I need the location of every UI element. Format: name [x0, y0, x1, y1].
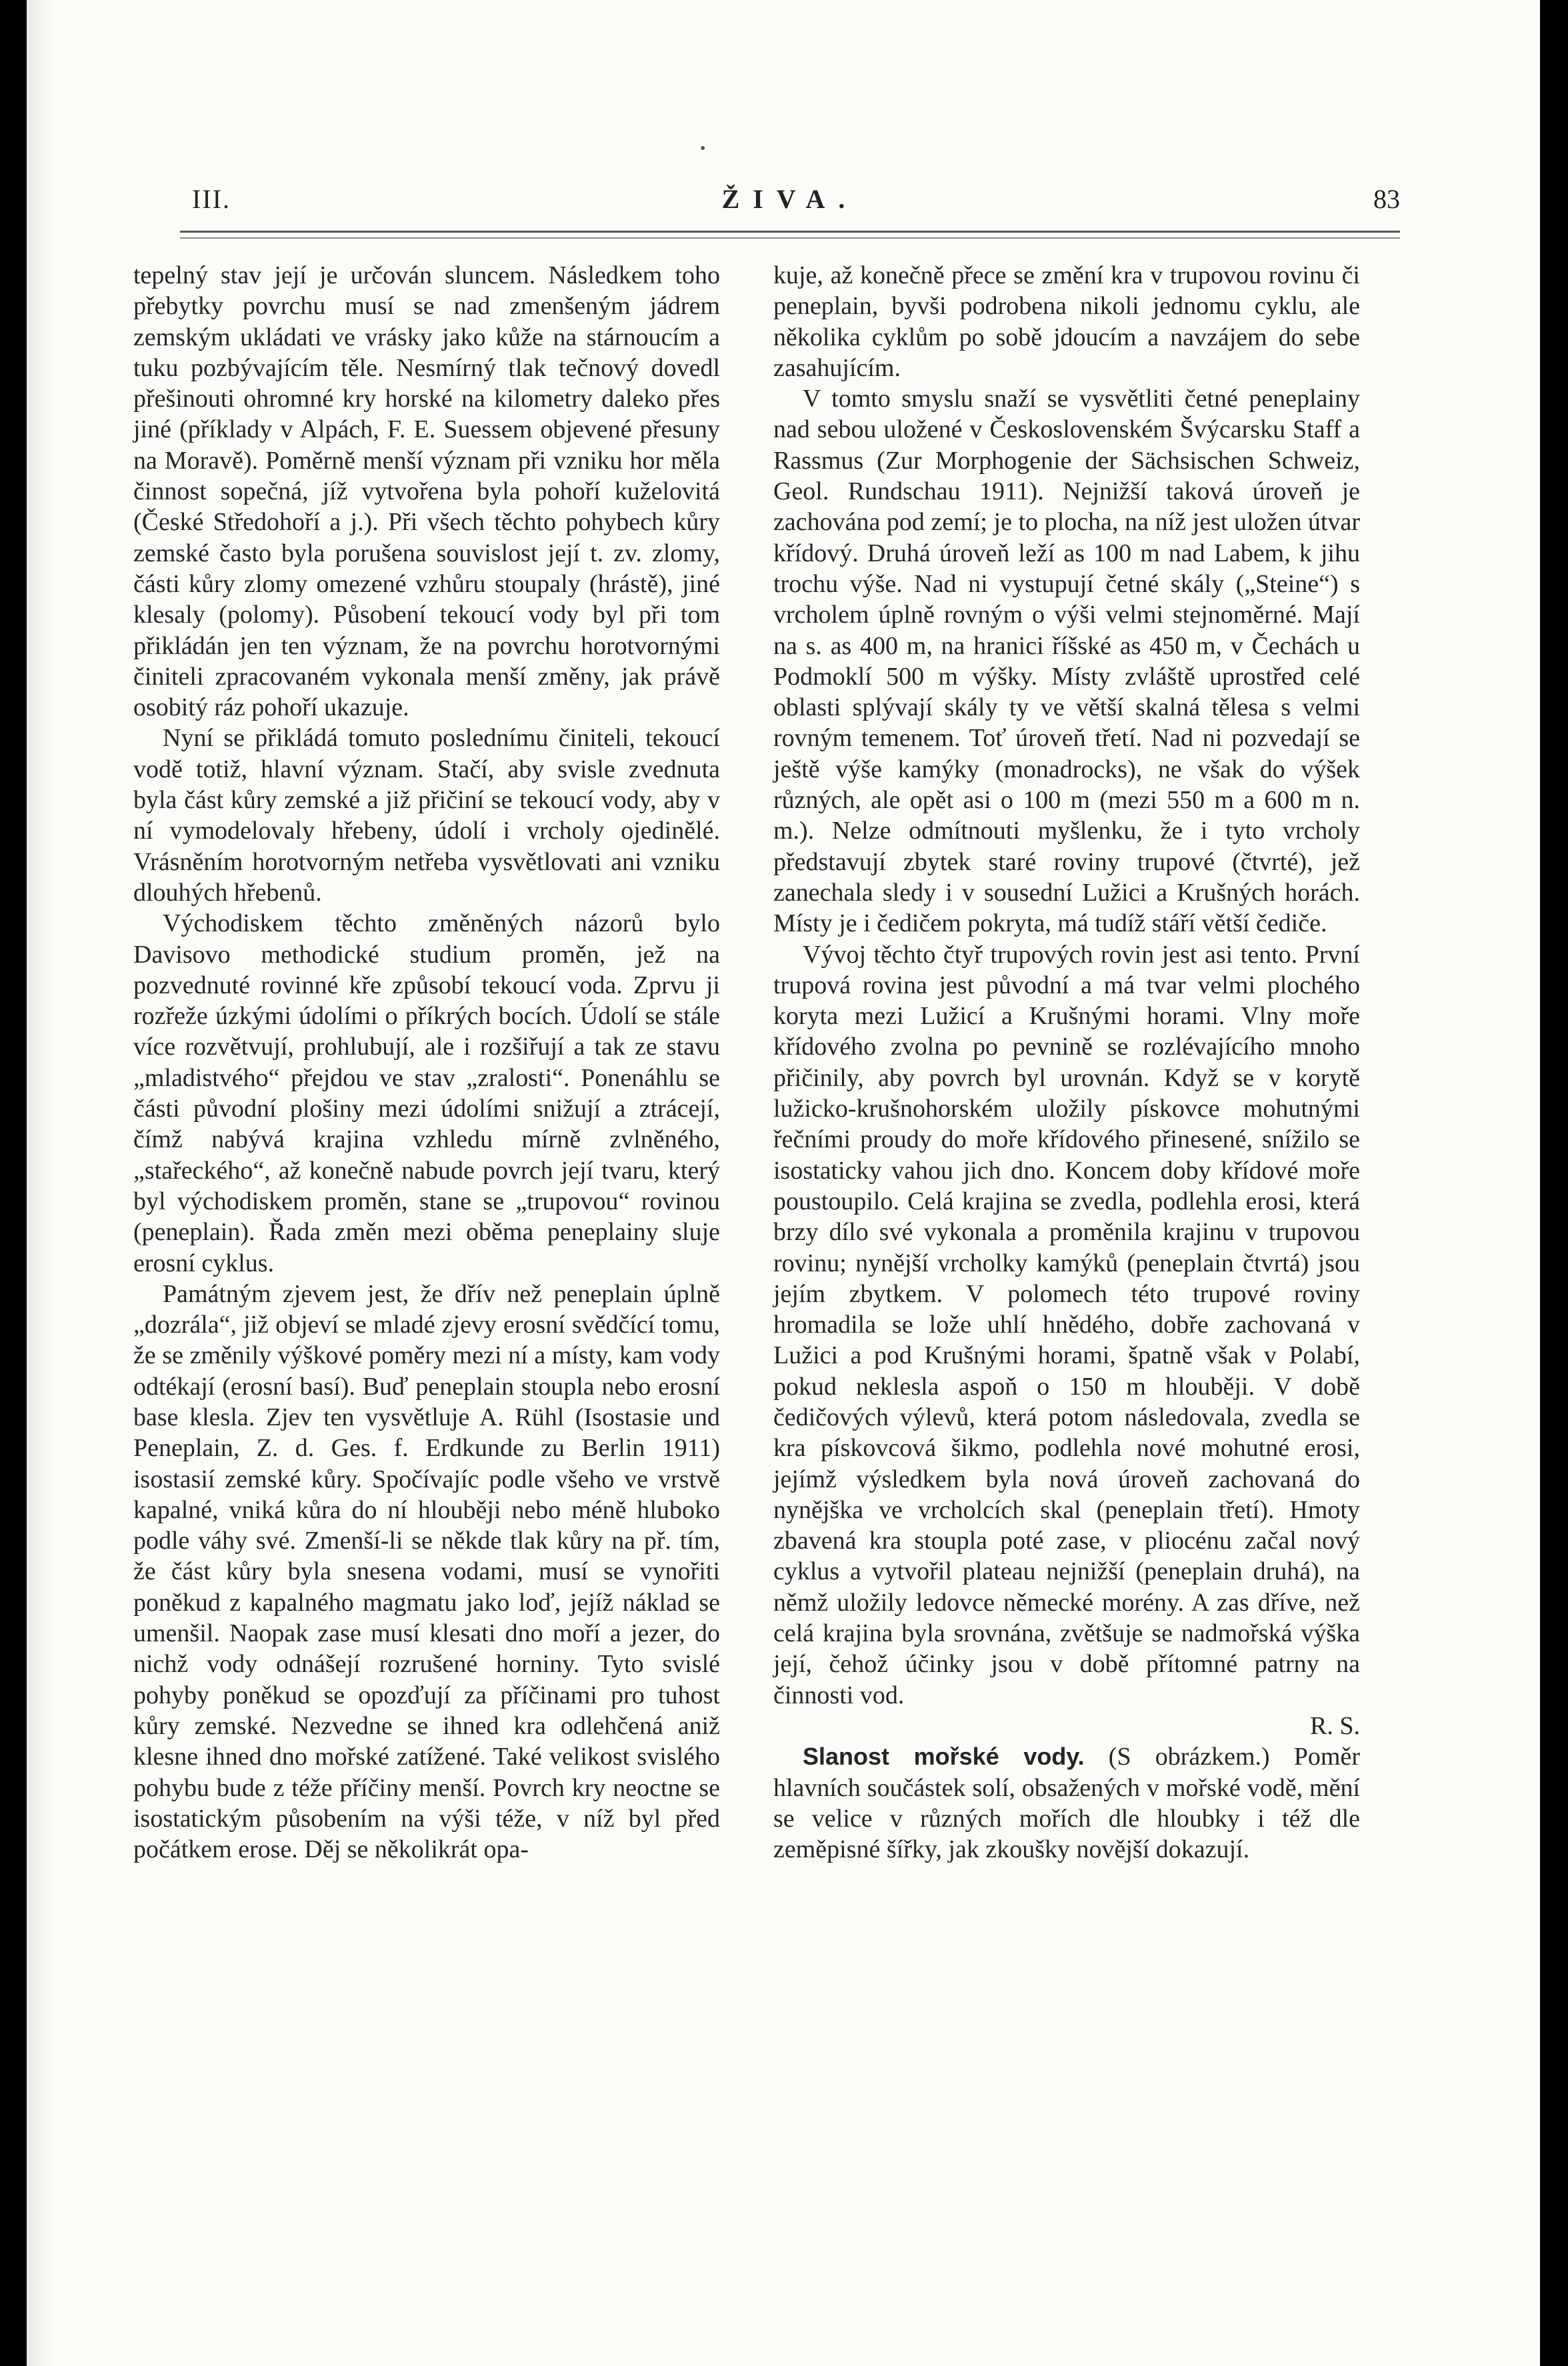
- page-number: 83: [1373, 184, 1400, 214]
- right-column: [773, 260, 1360, 1865]
- paragraph: V tomto smyslu snaží se vysvětliti četné peneplainy nad sebou uložené v Československém Švýcarsku Staff a Rassmus (Zur Morphogenie der Sächsischen Schweiz, Geol. Rundschau 1911). Nejnižší taková úroveň je zachována pod zemí; je to plocha, na níž jest uložen útvar křídový. Druhá úroveň leží as 100 m nad Labem, k jihu trochu výše. Nad ni vystupují četné skály („Steine“) s vrcholem úplně rovným o výši velmi stejnoměrné. Mají na s. as 400 m, na hranici říšské as 450 m, v Čechách u Podmoklí 500 m výšky. Místy zvláště uprostřed celé oblasti splývají skály ty ve větší skalná tělesa s velmi rovným temenem. Toť úroveň třetí. Nad ni pozvedají se ještě výše kamýky (monadrocks), ne však do výšek různých, ale opět asi o 100 m (mezi 550 m a 600 m n. m.). Nelze odmítnouti myšlenku, že i tyto vrcholy představují zbytek staré roviny trupové (čtvrté), jež zanechala sledy i v sousední Lužici a Krušných horách. Místy je i čedičem pokryta, má tudíž stáří větší čediče.: [773, 385, 1360, 938]
- page-gutter: [27, 0, 53, 2366]
- section-title: Slanost mořské vody.: [803, 1743, 1085, 1771]
- paragraph: Vývoj těchto čtyř trupových rovin jest asi tento. První trupová rovina jest původní a má tvar velmi plochého koryta mezi Lužicí a Krušnými horami. Vlny moře křídového zvolna po pevnině se rozlévajícího mnoho přičinily, aby povrch byl urovnán. Když se v korytě lužicko-krušnohorském uložily pískovce mohutnými řečními proudy do moře křídového přinesené, snížilo se isostaticky vahou jich dno. Koncem doby křídové moře poustoupilo. Celá krajina se zvedla, podlehla erosi, která brzy dílo své vykonala a proměnila krajinu v trupovou rovinu; nynější vrcholky kamýků (peneplain čtvrtá) jsou jejím zbytkem. V polomech této trupové roviny hromadila se lože uhlí hnědého, dobře zachovaná v Lužici a pod Krušnými horami, špatně však v Polabí, pokud neklesla aspoň o 150 m hlouběji. V době čedičových výlevů, která potom následovala, zvedla se kra pískovcová šikmo, podlehla nové mohutné erosi, jejímž výsledkem byla nová úroveň zachovaná do nynějška ve vrcholcích skal (peneplain třetí). Hmoty zbavená kra stoupla poté zase, v pliocénu začal nový cyklus a vytvořil plateau nejnižší (peneplain druhá), na němž uložily ledovce německé morény. A zas dříve, než celá krajina byla srovnána, zvětšuje se nadmořská výška její, čehož účinky jsou v době přítomné patrny na činnosti vod.: [773, 940, 1360, 1709]
- running-header: [167, 183, 1413, 223]
- section-paragraph: [773, 1741, 1360, 1865]
- paragraph: Nyní se přikládá tomuto poslednímu činiteli, tekoucí vodě totiž, hlavní význam. Stačí, aby svisle zvednuta byla část kůry zemské a již přičiní se tekoucí vody, aby v ní vymodelovaly hřebeny, údolí i vrcholy ojedinělé. Vrásněním horotvorným netřeba vysvětlovati ani vzniku dlouhých hřebenů.: [133, 724, 720, 907]
- left-column: [133, 260, 720, 1865]
- volume-number: III.: [192, 184, 231, 214]
- paragraph: tepelný stav její je určován sluncem. Následkem toho přebytky povrchu musí se nad zmenšeným jádrem zemským ukládati ve vrásky jako kůže na stárnoucím a tuku pozbývajícím těle. Nesmírný tlak tečnový dovedl přešinouti ohromné kry horské na kilometry daleko přes jiné (příklady v Alpách, F. E. Suessem objevené přesuny na Moravě). Poměrně menší význam při vzniku hor měla činnost sopečná, jíž vytvořena byla pohoří kuželovitá (České Středohoří a j.). Při všech těchto pohybech kůry zemské často byla porušena souvislost její t. zv. zlomy, části kůry zlomy omezené vzhůru stoupaly (hrástě), jiné klesaly (polomy). Působení tekoucí vody byl při tom přikládán jen ten význam, že na povrchu horotvornými činiteli zpracovaném vykonala menší změny, jak právě osobitý ráz pohoří ukazuje.: [133, 261, 720, 722]
- paragraph: Východiskem těchto změněných názorů bylo Davisovo methodické studium proměn, jež na pozvednuté rovinné kře způsobí tekoucí voda. Zprvu ji rozřeže úzkými údolími o příkrých bocích. Údolí se stále více rozvětvují, prohlubují, ale i rozšiřují a tak ze stavu „mladistvého“ přejdou ve stav „zralosti“. Ponenáhlu se části původní plošiny mezi údolími snižují a ztrácejí, čímž nabývá krajina vzhledu mírně zvlněného, „stařeckého“, až konečně nabude povrch její tvaru, který byl východiskem proměn, stane se „trupovou“ rovinou (peneplain). Řada změn mezi oběma peneplainy sluje erosní cyklus.: [133, 909, 720, 1277]
- header-rule-top: [180, 231, 1400, 233]
- section-text: (S obrázkem.) Poměr hlavních součástek solí, obsažených v mořské vodě, mění se velice v různých mořích dle hloubky i též dle zeměpisné šířky, jak zkoušky novější dokazují.: [773, 1743, 1360, 1864]
- header-rule-bottom: [180, 237, 1400, 239]
- paragraph: kuje, až konečně přece se změní kra v trupovou rovinu či peneplain, byvši podrobena nikoli jednomu cyklu, ale několika cyklům po sobě jdoucím a navzájem do sebe zasahujícím.: [773, 261, 1360, 382]
- print-speck: •: [700, 140, 706, 157]
- page: [27, 0, 1540, 2366]
- journal-title: ŽIVA.: [721, 184, 859, 214]
- author-signature: R. S.: [1310, 1711, 1360, 1740]
- paragraph: Památným zjevem jest, že dřív než peneplain úplně „dozrála“, již objeví se mladé zjevy erosní svědčící tomu, že se změnily výškové poměry mezi ní a místy, kam vody odtékají (erosní basí). Buď peneplain stoupla nebo erosní base klesla. Zjev ten vysvětluje A. Rühl (Isostasie und Peneplain, Z. d. Ges. f. Erdkunde zu Berlin 1911) isostasií zemské kůry. Spočívajíc podle všeho ve vrstvě kapalné, vniká kůra do ní hlouběji nebo méně hluboko podle váhy své. Zmenší-li se někde tlak kůry na př. tím, že část kůry byla snesena vodami, musí se vynořiti poněkud z kapalného magmatu jako loď, jejíž náklad se umenšil. Naopak zase musí klesati dno moří a jezer, do nichž vody odnášejí rozrušené horniny. Tyto svislé pohyby poněkud se opozďují za příčinami pro tuhost kůry zemské. Nezvedne se ihned kra odlehčená aniž klesne ihned dno mořské zatížené. Také velikost svislého pohybu bude z téže příčiny menší. Povrch kry neoctne se isostatickým působením na výši téže, v níž byl před počátkem erose. Děj se několikrát opa-: [133, 1279, 720, 1864]
